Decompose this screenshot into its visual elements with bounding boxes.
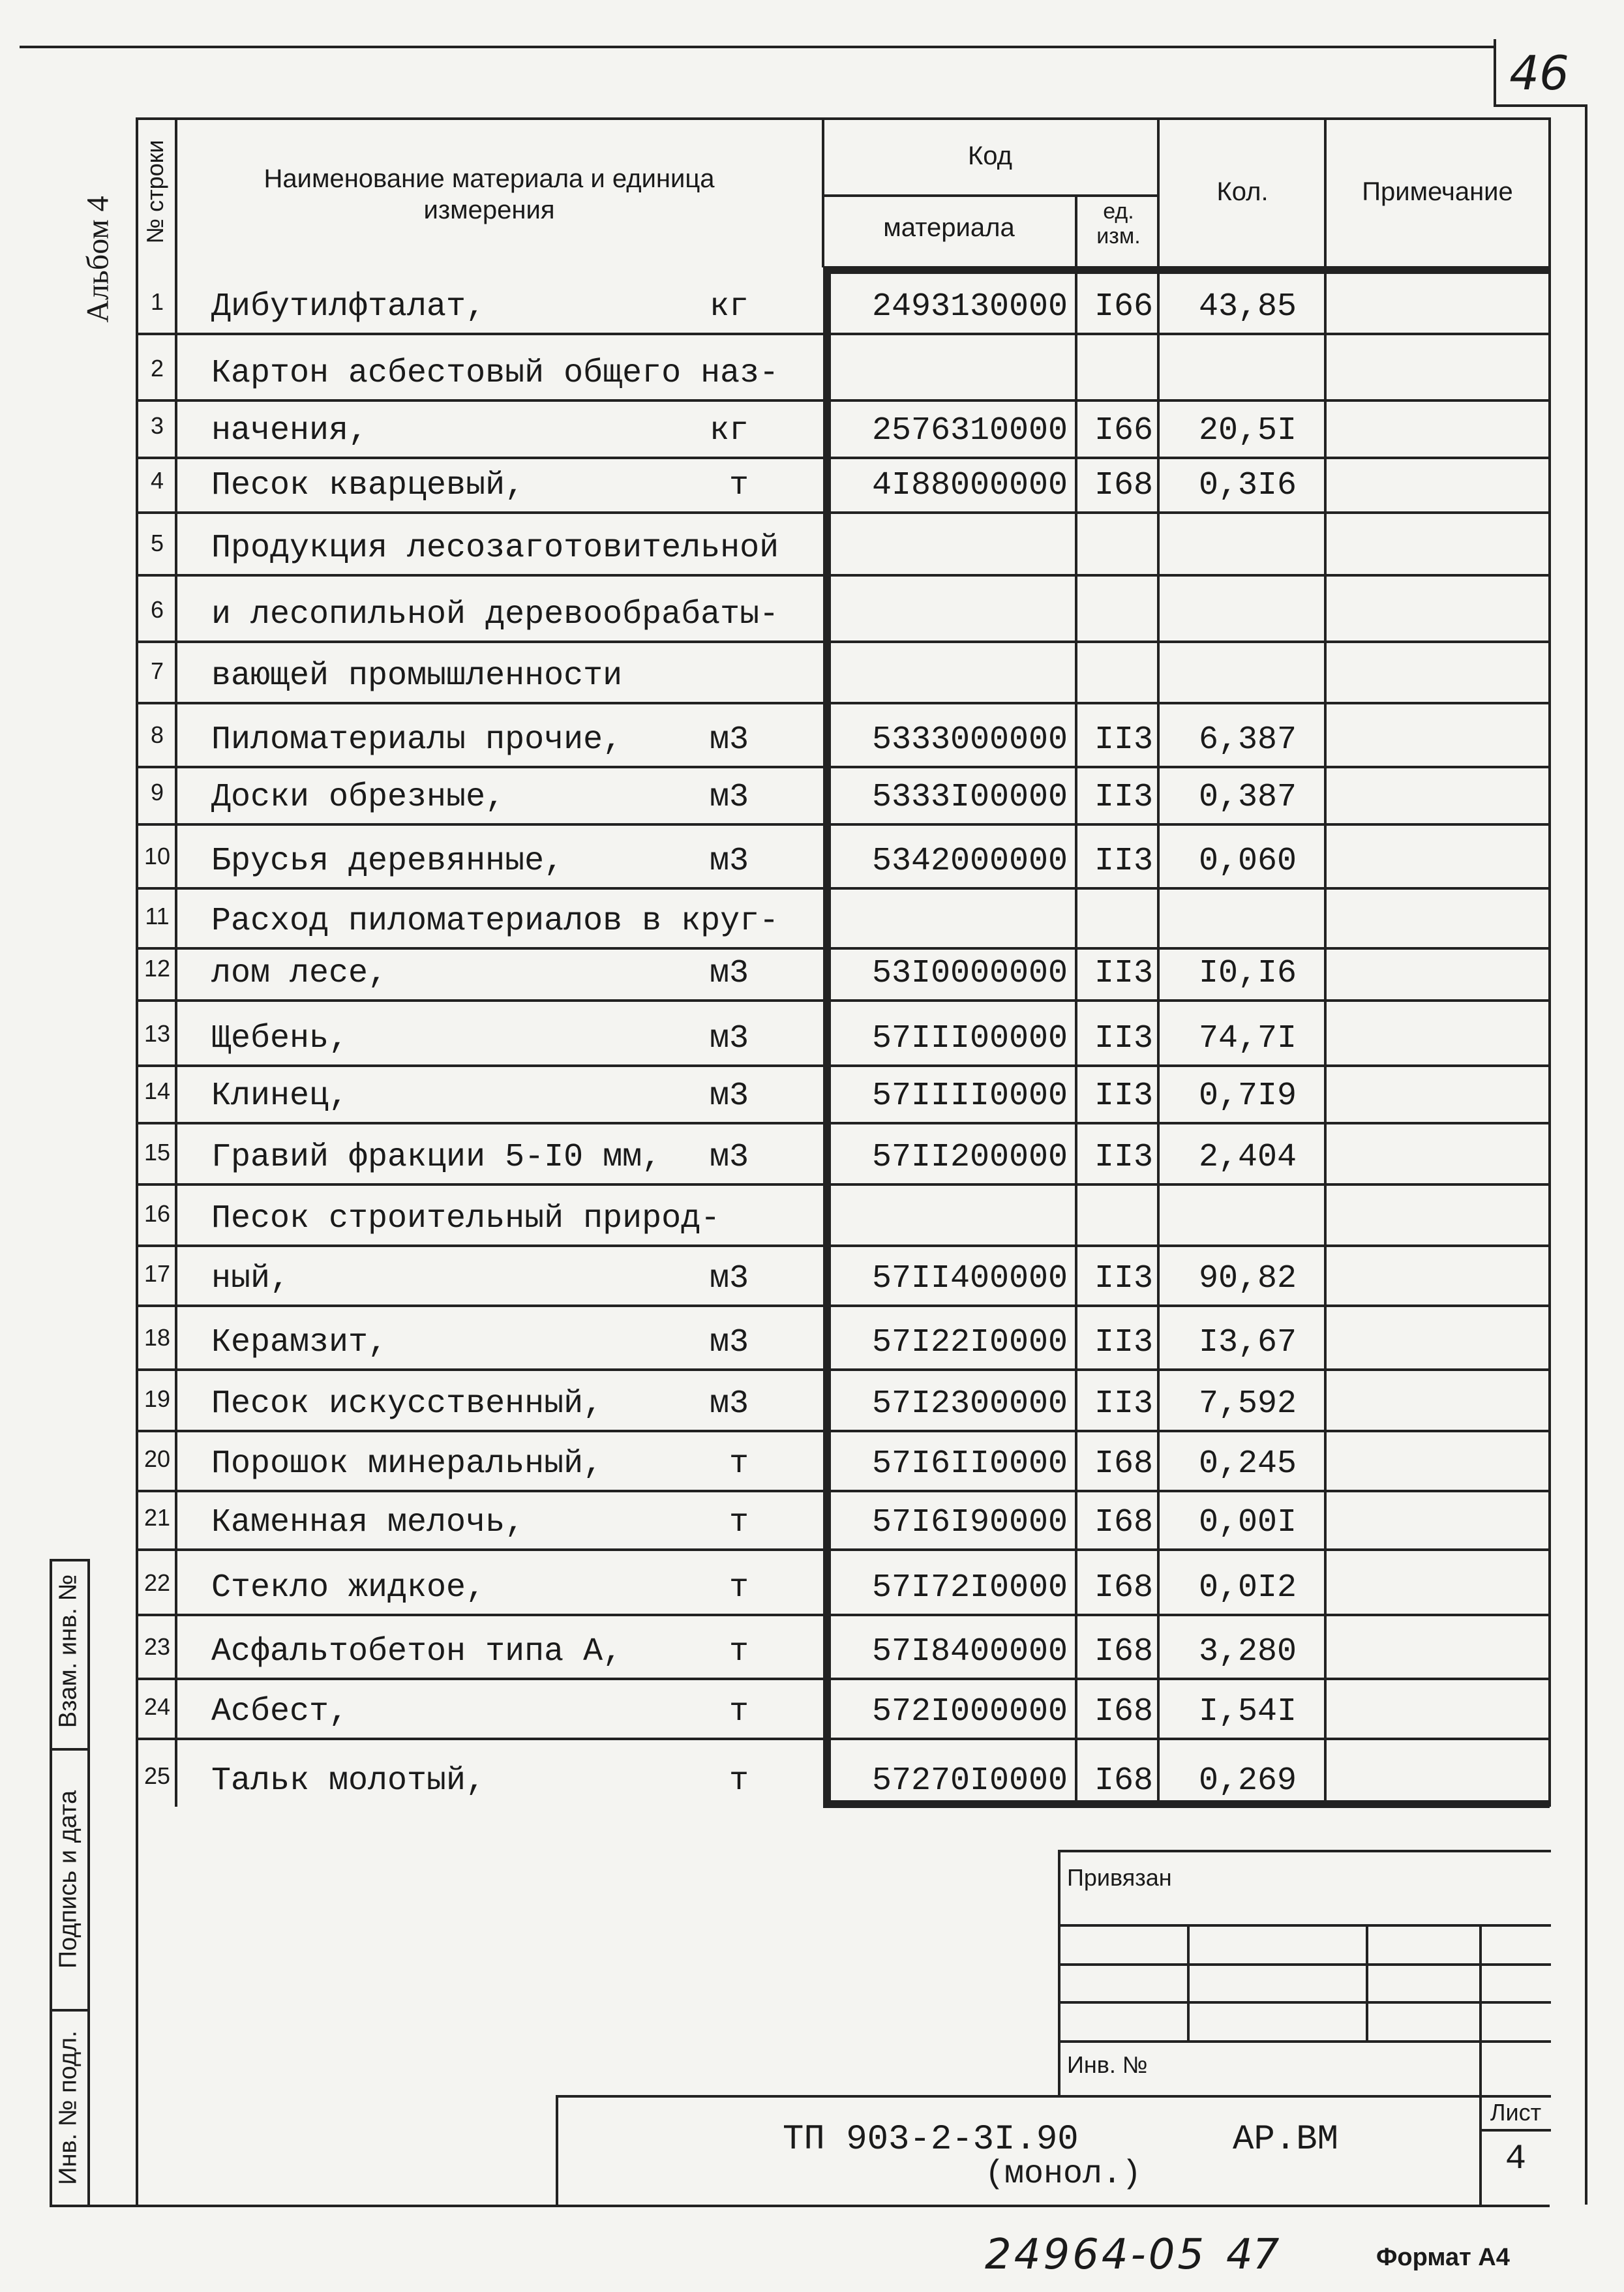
table-row <box>138 267 1547 333</box>
material-name: Стекло жидкое, <box>211 1569 486 1606</box>
table-row <box>138 823 1547 887</box>
table-row <box>138 887 1547 947</box>
unit-of-measure: т <box>729 1633 749 1670</box>
material-code: 57I8400000 <box>871 1633 1068 1670</box>
table-row <box>138 947 1547 999</box>
unit-code: I68 <box>1094 1693 1153 1730</box>
quantity: 0,245 <box>1198 1445 1297 1483</box>
stamp-line4 <box>1058 2040 1551 2043</box>
format-label: Формат А4 <box>1376 2244 1510 2271</box>
material-name: Брусья деревянные, <box>211 843 564 880</box>
material-name: Песок строительный природ- <box>211 1200 721 1237</box>
table-row <box>138 1678 1547 1738</box>
material-code: 57IIII0000 <box>871 1078 1068 1115</box>
material-code: 57I2300000 <box>871 1385 1068 1423</box>
material-code: 57II400000 <box>871 1260 1068 1297</box>
unit-of-measure: м3 <box>709 721 749 759</box>
podpis-label: Подпись и дата <box>54 1790 82 1969</box>
unit-code: II3 <box>1094 1139 1153 1176</box>
top-border <box>20 46 1494 48</box>
quantity: 74,7I <box>1198 1020 1297 1057</box>
unit-of-measure: т <box>729 1762 749 1800</box>
unit-of-measure: т <box>729 1445 749 1483</box>
unit-code: I68 <box>1094 1569 1153 1606</box>
unit-of-measure: м3 <box>709 1260 749 1297</box>
quantity: I,54I <box>1198 1693 1297 1730</box>
material-name: Гравий фракции 5-I0 мм, <box>211 1139 662 1176</box>
handwritten-page: 47 <box>1226 2231 1280 2279</box>
handwritten-number: 24964-05 <box>985 2231 1207 2279</box>
quantity: 0,269 <box>1198 1762 1297 1800</box>
unit-code: I68 <box>1094 1633 1153 1670</box>
unit-code: II3 <box>1094 1078 1153 1115</box>
margin-bottom <box>50 2205 1550 2207</box>
row-number: 11 <box>145 903 170 929</box>
unit-code: I66 <box>1094 288 1153 325</box>
row-number: 4 <box>150 467 164 494</box>
material-name: и лесопильной деревообрабаты- <box>211 596 779 633</box>
unit-code: II3 <box>1094 779 1153 816</box>
material-code: 5342000000 <box>871 843 1068 880</box>
table-row <box>138 1244 1547 1304</box>
quantity: 0,3I6 <box>1198 467 1297 504</box>
table-row <box>138 1738 1547 1807</box>
table-row <box>138 1490 1547 1548</box>
material-code: 57II200000 <box>871 1139 1068 1176</box>
row-number: 10 <box>143 843 171 869</box>
unit-of-measure: т <box>729 1693 749 1730</box>
material-name: Песок искусственный, <box>211 1385 603 1423</box>
material-code: 57270I0000 <box>871 1762 1068 1800</box>
title-block-left <box>556 2095 558 2206</box>
header-note: Примечание <box>1362 177 1513 206</box>
album-label: Альбом 4 <box>80 196 115 323</box>
table-row <box>138 1304 1547 1368</box>
quantity: 20,5I <box>1198 412 1297 449</box>
unit-of-measure: т <box>729 1504 749 1541</box>
unit-of-measure: м3 <box>709 1020 749 1057</box>
material-name: лом лесе, <box>211 955 388 992</box>
table-row <box>138 702 1547 766</box>
margin-div2 <box>50 2009 89 2012</box>
row-number: 18 <box>143 1324 171 1351</box>
table-row <box>138 1122 1547 1183</box>
material-code: 57I22I0000 <box>871 1324 1068 1361</box>
privyazan-label: Привязан <box>1067 1864 1172 1891</box>
table-row <box>138 333 1547 399</box>
header-row-no: № строки <box>142 140 168 244</box>
table-row <box>138 1368 1547 1430</box>
quantity: 0,060 <box>1198 843 1297 880</box>
unit-code: II3 <box>1094 1324 1153 1361</box>
unit-of-measure: м3 <box>709 843 749 880</box>
table-right-border <box>1548 117 1551 1807</box>
material-name: Доски обрезные, <box>211 779 505 816</box>
row-number: 14 <box>143 1078 171 1104</box>
row-number: 25 <box>143 1762 171 1789</box>
right-border <box>1585 104 1587 2205</box>
unit-of-measure: кг <box>709 412 749 449</box>
row-number: 6 <box>150 596 164 623</box>
table-row <box>138 641 1547 702</box>
unit-of-measure: м3 <box>709 1139 749 1176</box>
material-name: Картон асбестовый общего наз- <box>211 355 779 392</box>
material-name: Продукция лесозаготовительной <box>211 530 779 567</box>
row-number: 16 <box>143 1200 171 1227</box>
material-name: Песок кварцевый, <box>211 467 525 504</box>
unit-of-measure: т <box>729 467 749 504</box>
quantity: 90,82 <box>1198 1260 1297 1297</box>
row-number: 19 <box>143 1385 171 1412</box>
material-name: Дибутилфталат, <box>211 288 486 325</box>
material-code: 57III00000 <box>871 1020 1068 1057</box>
title-block-top <box>556 2095 1551 2098</box>
material-name: Пиломатериалы прочие, <box>211 721 623 759</box>
row-number: 1 <box>150 288 164 315</box>
doc-sub: (монол.) <box>985 2156 1142 2193</box>
unit-code: II3 <box>1094 721 1153 759</box>
quantity: 0,387 <box>1198 779 1297 816</box>
material-code: 57I6II0000 <box>871 1445 1068 1483</box>
sheet-divider <box>1479 2129 1551 2132</box>
row-number: 17 <box>143 1260 171 1287</box>
header-unit-code: ед. изм. <box>1096 199 1141 249</box>
header-material-code: материала <box>883 213 1015 242</box>
material-name: Расход пиломатериалов в круг- <box>211 903 779 940</box>
material-name: Клинец, <box>211 1078 349 1115</box>
material-code: 53I0000000 <box>871 955 1068 992</box>
inv-podl-label: Инв. № подл. <box>54 2030 82 2185</box>
table-row <box>138 1183 1547 1244</box>
doc-code: ТП 903-2-3I.90 <box>783 2120 1079 2160</box>
unit-code: II3 <box>1094 1385 1153 1423</box>
page-number: 46 <box>1509 46 1569 100</box>
material-code: 4I88000000 <box>871 467 1068 504</box>
quantity: 0,00I <box>1198 1504 1297 1541</box>
row-number: 13 <box>143 1020 171 1047</box>
material-name: ный, <box>211 1260 290 1297</box>
table-row <box>138 999 1547 1064</box>
unit-of-measure: м3 <box>709 955 749 992</box>
unit-code: I68 <box>1094 1504 1153 1541</box>
quantity: 7,592 <box>1198 1385 1297 1423</box>
unit-code: II3 <box>1094 955 1153 992</box>
stamp-vline2 <box>1366 1924 1368 2042</box>
material-code: 57I6I90000 <box>871 1504 1068 1541</box>
material-name: Асфальтобетон типа А, <box>211 1633 623 1670</box>
material-code: 57I72I0000 <box>871 1569 1068 1606</box>
quantity: 43,85 <box>1198 288 1297 325</box>
table-row <box>138 1548 1547 1614</box>
material-name: начения, <box>211 412 368 449</box>
row-number: 3 <box>150 412 164 439</box>
unit-of-measure: м3 <box>709 779 749 816</box>
row-number: 15 <box>143 1139 171 1166</box>
sheet-number: 4 <box>1505 2139 1527 2179</box>
row-number: 24 <box>143 1693 171 1720</box>
material-code: 572I000000 <box>871 1693 1068 1730</box>
table-row <box>138 1614 1547 1678</box>
header-qty: Кол. <box>1216 177 1269 206</box>
header-code: Код <box>967 142 1012 170</box>
quantity: 0,7I9 <box>1198 1078 1297 1115</box>
unit-code: I68 <box>1094 1445 1153 1483</box>
material-name: вающей промышленности <box>211 657 623 695</box>
material-code: 5333000000 <box>871 721 1068 759</box>
material-name: Тальк молотый, <box>211 1762 486 1800</box>
row-number: 22 <box>143 1569 171 1596</box>
unit-of-measure: м3 <box>709 1078 749 1115</box>
row-number: 21 <box>143 1504 171 1531</box>
material-name: Порошок минеральный, <box>211 1445 603 1483</box>
material-name: Асбест, <box>211 1693 349 1730</box>
quantity: 6,387 <box>1198 721 1297 759</box>
header-name: Наименование материала и единица измерения <box>263 164 715 224</box>
row-number: 9 <box>150 779 164 806</box>
table-row <box>138 457 1547 511</box>
material-name: Каменная мелочь, <box>211 1504 525 1541</box>
quantity: 2,404 <box>1198 1139 1297 1176</box>
table-row <box>138 511 1547 574</box>
row-number: 12 <box>143 955 171 982</box>
row-number: 20 <box>143 1445 171 1472</box>
unit-code: I68 <box>1094 467 1153 504</box>
material-code: 2576310000 <box>871 412 1068 449</box>
row-number: 8 <box>150 721 164 748</box>
stamp-vline1 <box>1187 1924 1190 2042</box>
code-subheader-line <box>822 194 1157 197</box>
quantity: 0,0I2 <box>1198 1569 1297 1606</box>
unit-of-measure: т <box>729 1569 749 1606</box>
unit-code: I66 <box>1094 412 1153 449</box>
table-row <box>138 766 1547 823</box>
unit-code: I68 <box>1094 1762 1153 1800</box>
table-row <box>138 1430 1547 1490</box>
quantity: I3,67 <box>1198 1324 1297 1361</box>
row-number: 5 <box>150 530 164 556</box>
quantity: I0,I6 <box>1198 955 1297 992</box>
unit-of-measure: м3 <box>709 1385 749 1423</box>
row-number: 23 <box>143 1633 171 1660</box>
unit-code: II3 <box>1094 1020 1153 1057</box>
quantity: 3,280 <box>1198 1633 1297 1670</box>
material-name: Щебень, <box>211 1020 349 1057</box>
stamp-line1 <box>1058 1924 1551 1927</box>
doc-mark: АР.ВМ <box>1233 2120 1339 2160</box>
table-top-border <box>136 117 1551 120</box>
material-code: 5333I00000 <box>871 779 1068 816</box>
vzam-label: Взам. инв. № <box>54 1574 82 1728</box>
sheet-label: Лист <box>1490 2099 1542 2126</box>
margin-div1 <box>50 1748 89 1751</box>
unit-of-measure: м3 <box>709 1324 749 1361</box>
unit-of-measure: кг <box>709 288 749 325</box>
margin-right <box>87 1559 90 2205</box>
table-row <box>138 1064 1547 1122</box>
material-name: Керамзит, <box>211 1324 388 1361</box>
inv-no-label: Инв. № <box>1067 2051 1148 2078</box>
table-row <box>138 399 1547 457</box>
unit-code: II3 <box>1094 843 1153 880</box>
table-row <box>138 574 1547 641</box>
stamp-line2 <box>1058 1963 1551 1966</box>
unit-code: II3 <box>1094 1260 1153 1297</box>
stamp-top <box>1058 1850 1551 1852</box>
margin-left <box>50 1559 52 2205</box>
row-number: 2 <box>150 355 164 382</box>
stamp-left <box>1058 1850 1060 2098</box>
material-code: 2493130000 <box>871 288 1068 325</box>
row-number: 7 <box>150 657 164 684</box>
stamp-line3 <box>1058 2001 1551 2004</box>
